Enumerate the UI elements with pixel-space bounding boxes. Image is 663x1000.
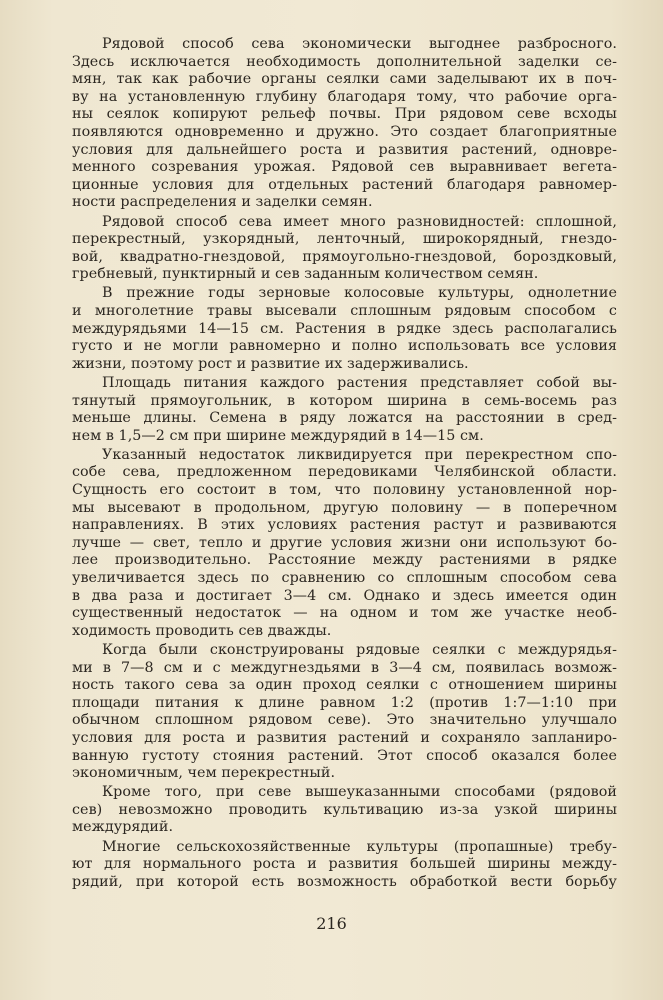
- text-line: рядий, при которой есть возможность обработкой вести борьбу: [72, 873, 617, 890]
- text-line: Сущность его состоит в том, что половину установленной нор-: [72, 482, 617, 498]
- text-line: Кроме того, при севе вышеуказанными способами (рядовой: [102, 784, 617, 801]
- text-line: В прежние годы зерновые колосовые культуры, однолетние: [102, 285, 617, 302]
- text-line: меньше длины. Семена в ряду ложатся на расстоянии в сред-: [72, 410, 617, 427]
- text-line: гребневый, пунктирный и сев заданным количеством семян.: [72, 266, 539, 283]
- text-line: Здесь исключается необходимость дополнительной заделки се-: [72, 53, 617, 70]
- text-line: ют для нормального роста и развития большей ширины между-: [72, 856, 617, 873]
- text-line: нем в 1,5—2 см при ширине междурядий в 14—15 см.: [72, 427, 484, 444]
- text-line: лее производительно. Расстояние между растениями в рядке: [72, 552, 617, 569]
- text-line: лучше — свет, тепло и другие условия жизни они используют бо-: [72, 534, 617, 551]
- text-line: ву на установленную глубину благодаря тому, что рабочие орга-: [72, 88, 617, 105]
- text-line: Площадь питания каждого растения представляет собой вы-: [102, 374, 617, 391]
- text-line: экономичным, чем перекрестный.: [72, 765, 336, 782]
- text-line: направлениях. В этих условиях растения растут и развиваются: [72, 517, 617, 534]
- text-line: ми в 7—8 см и с междугнездьями в 3—4 см, появилась возмож-: [72, 659, 617, 676]
- text-line: обычном сплошном рядовом севе). Это значительно улучшало: [72, 712, 617, 729]
- text-line: мы высевают в продольном, другую половину — в поперечном: [72, 499, 617, 516]
- text-line: ности распределения и заделки семян.: [72, 194, 373, 211]
- text-line: Многие сельскохозяйственные культуры (пропашные) требу-: [102, 838, 617, 855]
- text-line: Рядовой способ сева экономически выгоднее разбросного.: [102, 36, 617, 52]
- text-line: перекрестный, узкорядный, ленточный, широкорядный, гнездо-: [72, 231, 617, 248]
- text-line: условия для роста и развития растений и сохраняло запланиро-: [72, 729, 617, 746]
- text-line: ционные условия для отдельных растений благодаря равномер-: [72, 176, 617, 193]
- text-line: ность такого сева за один проход сеялки с отношением ширины: [72, 677, 617, 694]
- text-line: Указанный недостаток ликвидируется при перекрестном спо-: [102, 446, 617, 463]
- text-line: площади питания к длине равном 1:2 (против 1:7—1:10 при: [72, 694, 617, 711]
- text-line: вой, квадратно-гнездовой, прямоугольно-гнездовой, бороздковый,: [72, 248, 617, 265]
- text-line: ходимость проводить сев дважды.: [72, 622, 332, 639]
- text-line: появляются одновременно и дружно. Это создает благоприятные: [72, 124, 617, 140]
- text-line: и многолетние травы высевали сплошным рядовым способом с: [72, 303, 617, 319]
- text-line: междурядий.: [72, 819, 174, 836]
- text-line: условия для дальнейшего роста и развития растений, одновре-: [72, 141, 617, 158]
- text-line: существенный недостаток — на одном и том же участке необ-: [72, 605, 617, 622]
- text-line: в два раза и достигает 3—4 см. Однако и здесь имеется один: [72, 587, 617, 604]
- text-line: Когда были сконструированы рядовые сеялки с междурядья-: [102, 641, 617, 658]
- text-line: междурядьями 14—15 см. Растения в рядке здесь располагались: [72, 320, 617, 337]
- text-line: ванную густоту стояния растений. Этот способ оказался более: [72, 747, 617, 764]
- text-line: менного созревания урожая. Рядовой сев выравнивает вегета-: [72, 159, 617, 176]
- page-number: 216: [316, 913, 347, 933]
- text-line: сев) невозможно проводить культивацию из-за узкой ширины: [72, 801, 617, 818]
- text-line: увеличивается здесь по сравнению со сплошным способом сева: [72, 570, 617, 586]
- text-line: Рядовой способ сева имеет много разновидностей: сплошной,: [102, 213, 617, 230]
- text-line: собе сева, предложенном передовиками Челябинской области.: [72, 464, 617, 481]
- text-line: тянутый прямоугольник, в котором ширина в семь-восемь раз: [72, 392, 617, 409]
- text-line: густо и не могли равномерно и полно использовать все условия: [72, 338, 617, 355]
- text-line: мян, так как рабочие органы сеялки сами заделывают их в поч-: [72, 71, 617, 88]
- text-line: ны сеялок копируют рельеф почвы. При рядовом севе всходы: [72, 106, 617, 123]
- text-line: жизни, поэтому рост и развитие их задерживались.: [72, 355, 469, 372]
